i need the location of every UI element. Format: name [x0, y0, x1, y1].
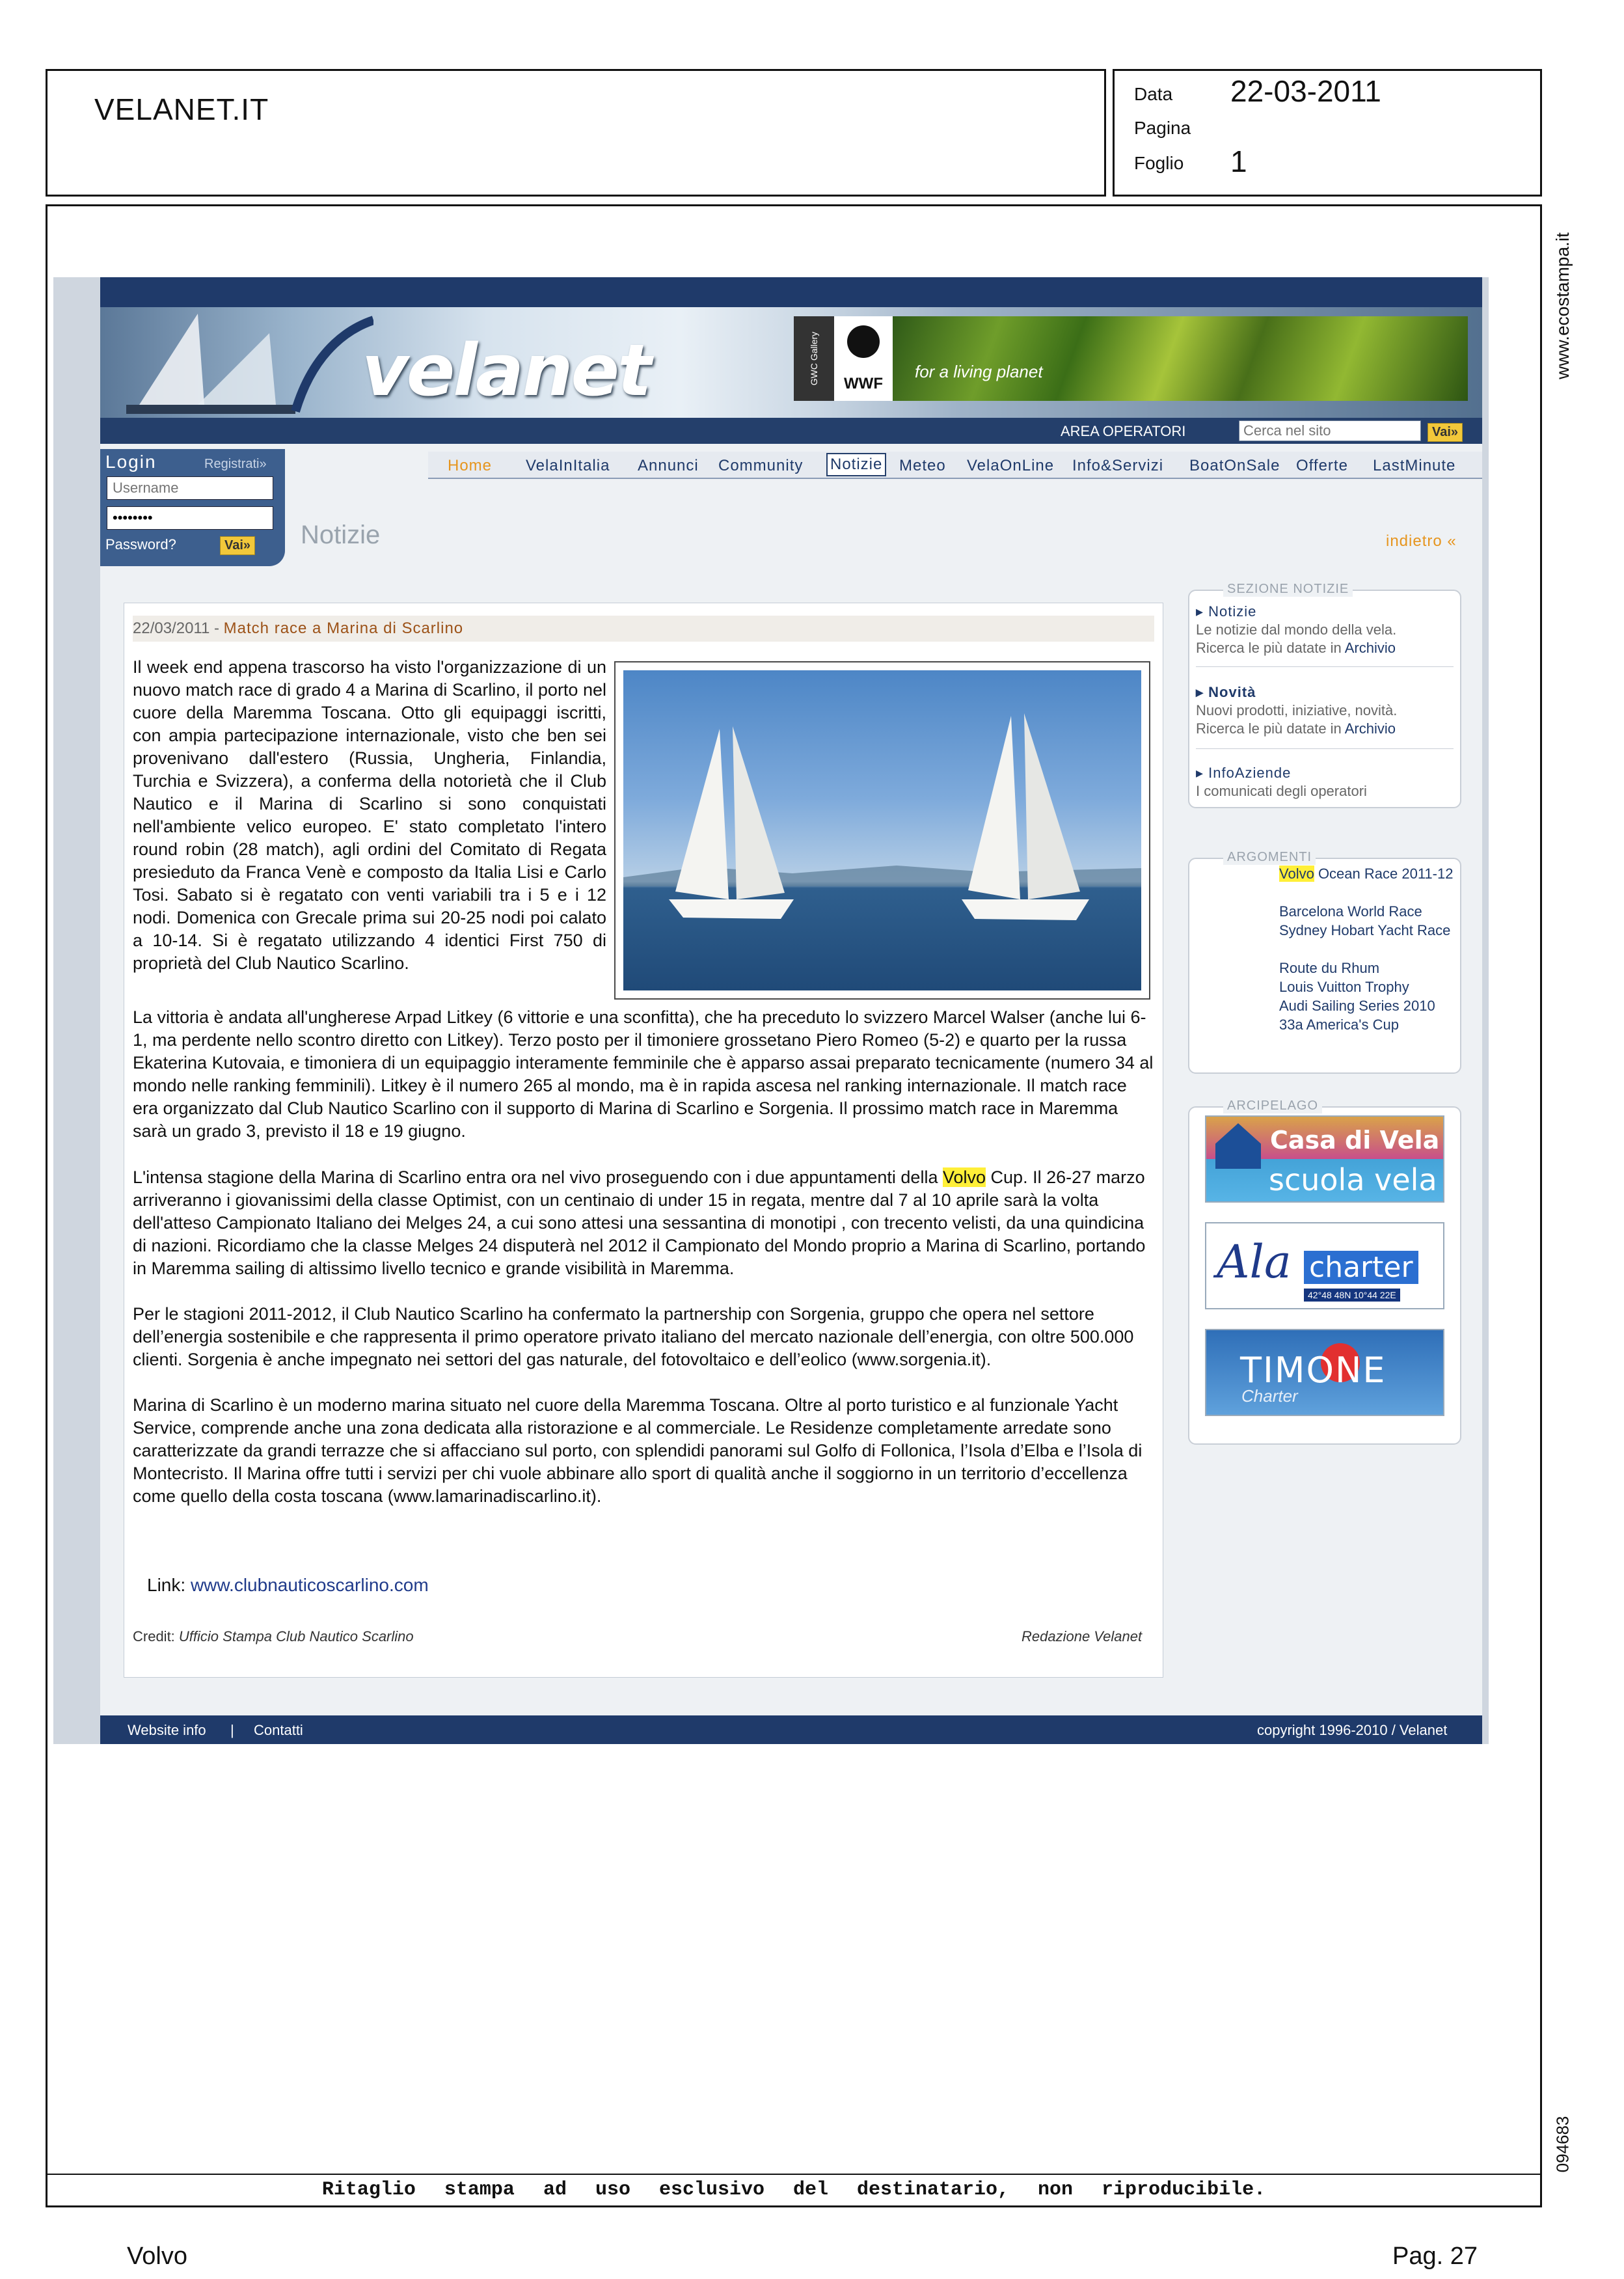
footer-separator: |: [230, 1722, 234, 1738]
menu-offerte[interactable]: Offerte: [1296, 457, 1348, 474]
side-code-label: 094683: [1552, 2116, 1573, 2173]
password-recovery-link[interactable]: Password?: [105, 536, 176, 553]
archivio-link-1[interactable]: Archivio: [1344, 640, 1396, 656]
menu-lastminute[interactable]: LastMinute: [1373, 457, 1456, 474]
argomenti-box: [1188, 850, 1461, 1074]
arcipelago-title: ARCIPELAGO: [1223, 1099, 1322, 1113]
article-headline: Match race a Marina di Scarlino: [223, 620, 464, 637]
sezione-item-notizie[interactable]: ▸ Notizie Le notizie dal mondo della vela. Ricerca le più datate in Archivio: [1196, 603, 1397, 656]
article-paragraph-4: Per le stagioni 2011-2012, il Club Nautico Scarlino ha confermato la partnership con Sorgenia, gruppo che opera nel settore dell’energia sostenibile e che rappresenta il primo operatore privato italiano del mercato nazionale dell’energia, con oltre 500.000 clienti. Sorgenia è anche impegnato nei settori del gas naturale, del fotovoltaico e dell’eolico (www.sorgenia.it).: [133, 1304, 1134, 1369]
copyright-text: copyright 1996-2010 / Velanet: [1257, 1722, 1448, 1738]
argomento-audi[interactable]: Audi Sailing Series 2010: [1279, 998, 1435, 1014]
disclaimer-text: Ritaglio stampa ad uso esclusivo del destinatario, non riproducibile.: [321, 2179, 1266, 2201]
argomento-louis-vuitton[interactable]: Louis Vuitton Trophy: [1279, 979, 1409, 995]
menu-meteo[interactable]: Meteo: [899, 457, 946, 474]
sezione-item-novita[interactable]: ▸ Novità Nuovi prodotti, iniziative, novità. Ricerca le più datate in Archivio: [1196, 684, 1398, 737]
register-link[interactable]: Registrati»: [204, 457, 267, 471]
site-search-input[interactable]: [1239, 420, 1421, 441]
wwf-slogan: for a living planet: [915, 362, 1043, 381]
house-icon: [1215, 1123, 1261, 1169]
sezione-notizie-title: SEZIONE NOTIZIE: [1223, 582, 1353, 597]
contatti-link[interactable]: Contatti: [254, 1722, 303, 1738]
login-title: Login: [105, 452, 157, 472]
wwf-logo[interactable]: WWF: [834, 316, 893, 401]
sezione-notizie-box: [1188, 582, 1461, 808]
search-button[interactable]: Vai»: [1428, 423, 1463, 442]
argomenti-title: ARGOMENTI: [1223, 850, 1316, 865]
clipping-meta-box: [1113, 69, 1542, 197]
menu-community[interactable]: Community: [718, 457, 804, 474]
sezione-item-infoaziende[interactable]: ▸ InfoAziende I comunicati degli operatori: [1196, 765, 1367, 799]
data-value: 22-03-2011: [1230, 74, 1381, 108]
article-redazione: Redazione Velanet: [1022, 1628, 1143, 1644]
menu-annunci[interactable]: Annunci: [638, 457, 699, 474]
username-input[interactable]: [107, 476, 273, 500]
article-paragraph-5: Marina di Scarlino è un moderno marina situato nel cuore della Maremma Toscana. Oltre al porto turistico e al funzionale Yacht Service, comprende anche una zona dedicata alla ristorazione e al commerciale. Le Residenze completamente arredate sono caratterizzate da grandi terrazze che si affacciano sul porto, con splendidi panorami sul Golfo di Follonica, l’Isola d’Elba e l’Isola di Montecristo. Il Marina offre tutti i servizi per chi vuole abbinare allo sport di qualità anche il soggiorno in un territorio d’eccellenza come quello della costa toscana (www.lamarinadiscarlino.it).: [133, 1395, 1143, 1506]
article-paragraph-2: La vittoria è andata all'ungherese Arpad Litkey (6 vittorie e una sconfitta), che ha preceduto lo svizzero Marcel Walser (anche lui 6-1, ma perdente nello scontro diretto con Litkey). Terzo posto per il timoniere grossetano Piero Romeo (5-2) e quarto per la russa Ekaterina Kutovaia, e timoniera di un equipaggio interamente femminile che è apparso assai preparato tecnicamente (numero 34 al mondo nelle ranking femminili). Litkey è il numero 265 al mondo, ma è in rapida ascesa nel ranking internazionale. Il match race era organizzato dal Club Nautico Scarlino con il supporto di Marina di Scarlino e Sorgenia. Il prossimo match race in Maremma sarà un grado 3, previsto il 18 e 19 giugno.: [133, 1007, 1154, 1141]
menu-velainitalia[interactable]: VelaInItalia: [526, 457, 610, 474]
highlight-volvo: Volvo: [942, 1167, 986, 1187]
argomento-sydney-hobart[interactable]: Sydney Hobart Yacht Race: [1279, 922, 1451, 938]
alacharter-ad[interactable]: Ala charter 42°48 48N 10°44 22E: [1205, 1222, 1444, 1309]
argomento-volvo-ocean-race[interactable]: Volvo Ocean Race 2011-12: [1279, 866, 1454, 882]
velanet-logo[interactable]: velanet: [362, 329, 650, 412]
argomento-route-du-rhum[interactable]: Route du Rhum: [1279, 960, 1380, 976]
menu-boatonsale[interactable]: BoatOnSale: [1189, 457, 1280, 474]
article-date: 22/03/2011 -: [133, 620, 224, 637]
arcipelago-box: [1188, 1099, 1461, 1445]
site-footer: [100, 1715, 1482, 1744]
link-label: Link:: [147, 1575, 191, 1595]
argomento-americas-cup[interactable]: 33a America's Cup: [1279, 1017, 1399, 1033]
back-link[interactable]: indietro «: [1386, 532, 1457, 550]
site-top-band: [100, 277, 1482, 307]
clipping-source: VELANET.IT: [94, 92, 269, 126]
archivio-link-2[interactable]: Archivio: [1344, 720, 1396, 737]
footer-keyword: Volvo: [127, 2243, 187, 2270]
foglio-value: 1: [1230, 144, 1247, 178]
password-input[interactable]: [107, 506, 273, 530]
website-info-link[interactable]: Website info: [128, 1722, 206, 1738]
menu-notizie[interactable]: Notizie: [826, 453, 886, 476]
wwf-side-strip: GWC Gallery: [794, 316, 834, 401]
pagina-label: Pagina: [1134, 118, 1191, 138]
login-button[interactable]: Vai»: [220, 536, 255, 555]
article-paragraph-3: L'intensa stagione della Marina di Scarlino entra ora nel vivo proseguendo con i due appuntamenti della Volvo Cup. Il 26-27 marzo arriveranno i giovanissimi della classe Optimist, con un centinaio di under 15 in regata, mentre dal 7 al 10 aprile sarà la volta dell'atteso Campionato Italiano dei Melges 24, a cui sono attesi una sessantina di monotipi , con trecento velisti, da una quindicina di nazioni. Ricordiamo che la classe Melges 24 disputerà nel 2012 il Campionato del Mondo proprio a Marina di Scarlino, portando in Maremma sailing di altissimo livello tecnico e grande visibilità in Maremma.: [133, 1167, 1146, 1278]
casa-di-vela-ad[interactable]: Casa di Vela scuola vela: [1205, 1115, 1444, 1203]
area-operatori-link[interactable]: AREA OPERATORI: [1061, 423, 1186, 439]
main-menu: [428, 452, 1482, 479]
side-site-label: www.ecostampa.it: [1552, 232, 1573, 379]
menu-home[interactable]: Home: [448, 457, 493, 474]
credit-value: Ufficio Stampa Club Nautico Scarlino: [178, 1628, 414, 1644]
club-link[interactable]: www.clubnauticoscarlino.com: [190, 1575, 429, 1595]
page-title: Notizie: [301, 521, 381, 549]
sailboats-photo: [623, 670, 1141, 990]
data-label: Data: [1134, 84, 1173, 104]
argomento-barcelona[interactable]: Barcelona World Race: [1279, 903, 1422, 920]
foglio-label: Foglio: [1134, 153, 1184, 173]
timone-charter-ad[interactable]: TIMONE Charter: [1205, 1329, 1444, 1416]
sailboat-banner-illustration: [100, 307, 373, 418]
footer-page-number: Pag. 27: [1392, 2243, 1478, 2270]
menu-info-servizi[interactable]: Info&Servizi: [1072, 457, 1164, 474]
article-photo: [614, 661, 1150, 1000]
article-link-line: [147, 1575, 429, 1596]
wwf-ad-banner[interactable]: [893, 316, 1468, 401]
menu-velaonline[interactable]: VelaOnLine: [967, 457, 1055, 474]
panda-icon: [847, 325, 880, 358]
clipping-source-box: [46, 69, 1106, 197]
article-credit: Credit: Ufficio Stampa Club Nautico Scarlino: [133, 1628, 414, 1644]
disclaimer-bar: [46, 2174, 1542, 2209]
article-paragraph-1: Il week end appena trascorso ha visto l'organizzazione di un nuovo match race di grado 4 a Marina di Scarlino, il porto nel cuore della Maremma Toscana. Otto gli equipaggi iscritti, con ampia partecipazione internazionale, visto che ben sei provenivano dall'estero (Russia, Ungheria, Finlandia, Turchia e Svizzera), a conferma della notorietà che il Club Nautico e il Marina di Scarlino si sono conquistati nell'ambiente velico europeo. E' stato completato l'intero round robin (28 match), agli ordini del Comitato di Regata presieduto da Franca Venè e composto da Italia Lisi e Carlo Tosi. Sabato si è regatato con venti variabili tra i 5 e i 12 nodi. Domenica con Grecale prima sui 20-25 nodi poi calato a 10-14. Si è regatato utilizzando 4 identici First 750 di proprietà del Club Nautico Scarlino.: [133, 657, 606, 973]
article-header: [133, 616, 1154, 642]
